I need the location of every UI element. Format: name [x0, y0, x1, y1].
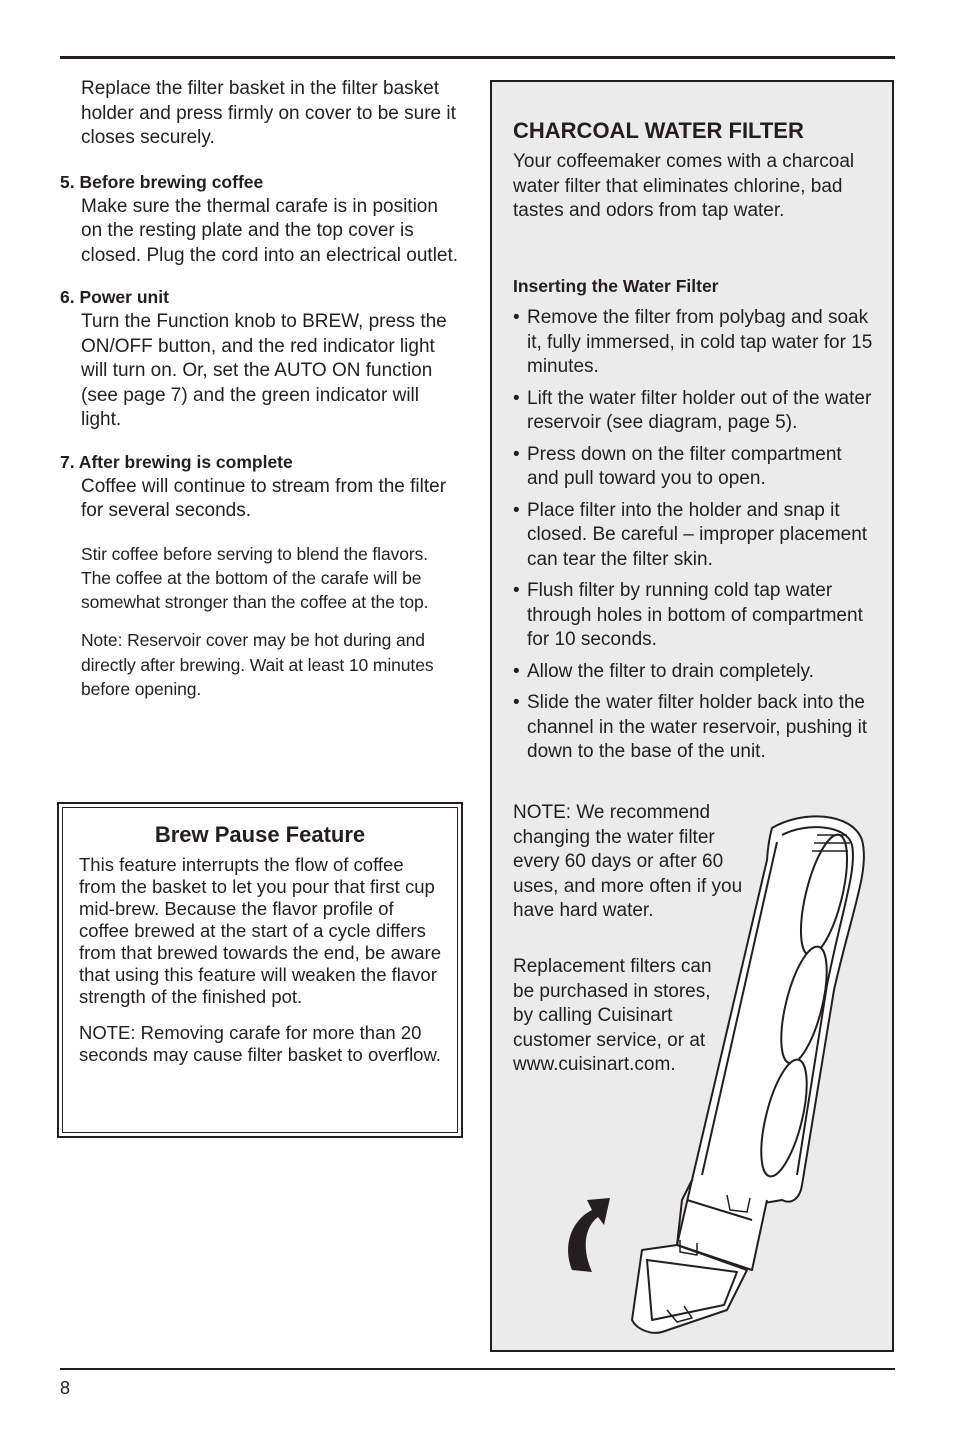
- list-item: • Remove the filter from polybag and soak it, fully immersed, in cold tap water for 15 minutes.: [513, 307, 873, 377]
- step-5-body: Make sure the thermal carafe is in position on the resting plate and the top cover is closed. Plug the cord into an electrical outlet.: [81, 195, 459, 266]
- filter-change-note: NOTE: We recommend changing the water filter every 60 days or after 60 uses, and more often if you have hard water.: [513, 802, 743, 921]
- bullet-icon: •: [513, 660, 520, 682]
- brew-pause-box: [57, 802, 463, 1138]
- bullet-icon: •: [513, 499, 520, 521]
- list-item: • Lift the water filter holder out of the water reservoir (see diagram, page 5).: [513, 387, 872, 433]
- step-5-title: 5. Before brewing coffee: [60, 171, 264, 192]
- list-item: • Flush filter by running cold tap water through holes in bottom of compartment for 10 seconds.: [513, 580, 863, 650]
- left-column: [60, 77, 460, 715]
- brew-pause-body: This feature interrupts the flow of coffee from the basket to let you pour that first cup mid-brew. Because the flavor profile of coffee brewed at the start of a cycle differs from that brewed towards the end, be aware that using this feature will weaken the flavor strength of the finished pot.: [79, 854, 441, 1007]
- bullet-icon: •: [513, 443, 520, 465]
- filter-basket-paragraph: Replace the filter basket in the filter basket holder and press firmly on cover to be sure it closes securely.: [81, 78, 456, 148]
- bullet-icon: •: [513, 387, 520, 409]
- bullet-icon: •: [513, 580, 520, 601]
- inserting-filter-steps: [513, 306, 873, 772]
- step-6-body: Turn the Function knob to BREW, press the ON/OFF button, and the red indicator light will turn on. Or, set the AUTO ON function (see page 7) and the green indicator will light.: [81, 311, 447, 430]
- list-item: • Place filter into the holder and snap it closed. Be careful – improper placement can tear the filter skin.: [513, 499, 868, 570]
- brew-pause-note: NOTE: Removing carafe for more than 20 seconds may cause filter basket to overflow.: [79, 1022, 441, 1065]
- arrow-icon: [568, 1198, 610, 1272]
- step-7-body: Coffee will continue to stream from the filter for several seconds.: [81, 475, 447, 521]
- reservoir-note: Note: Reservoir cover may be hot during and directly after brewing. Wait at least 10 minutes before opening.: [81, 630, 434, 699]
- charcoal-title: CHARCOAL WATER FILTER: [513, 118, 804, 143]
- list-item: • Slide the water filter holder back into the channel in the water reservoir, pushing it down to the base of the unit.: [513, 692, 868, 762]
- step-7-title: 7. After brewing is complete: [60, 451, 293, 472]
- bottom-rule: [60, 1368, 895, 1370]
- replacement-filters-note: Replacement filters can be purchased in stores, by calling Cuisinart customer service, or at www.cuisinart.com.: [513, 956, 712, 1075]
- stir-note: Stir coffee before serving to blend the flavors. The coffee at the bottom of the carafe will be somewhat stronger than the coffee at the top.: [81, 543, 429, 613]
- charcoal-intro: Your coffeemaker comes with a charcoal water filter that eliminates chlorine, bad tastes and odors from tap water.: [513, 151, 855, 221]
- inserting-filter-subtitle: Inserting the Water Filter: [513, 276, 719, 296]
- bullet-icon: •: [513, 692, 520, 713]
- bullet-icon: •: [513, 307, 520, 328]
- charcoal-filter-box: [490, 80, 894, 1352]
- list-item: • Allow the filter to drain completely.: [513, 660, 873, 685]
- list-item: • Press down on the filter compartment and pull toward you to open.: [513, 443, 842, 489]
- brew-pause-title: Brew Pause Feature: [154, 822, 366, 847]
- page-number: 8: [60, 1378, 71, 1398]
- step-6-title: 6. Power unit: [60, 287, 169, 307]
- top-rule: [60, 56, 895, 59]
